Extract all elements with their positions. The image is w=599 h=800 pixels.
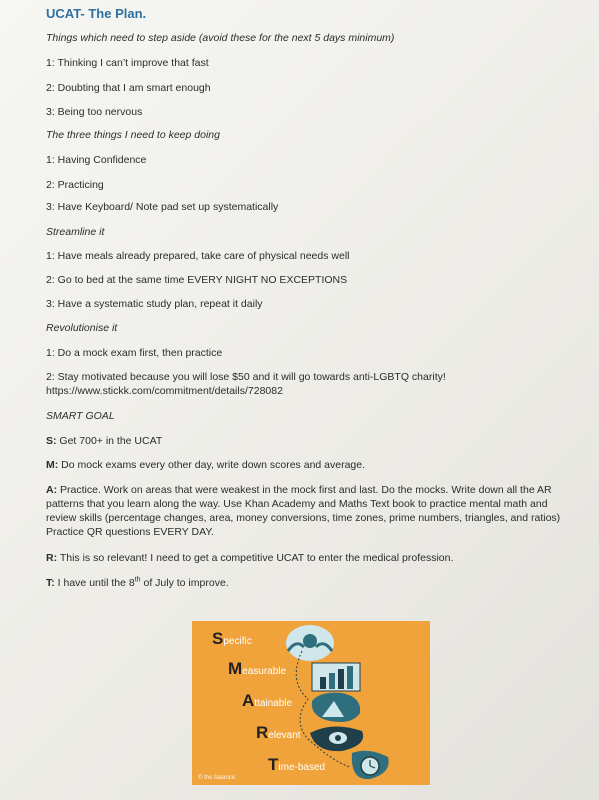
revolutionise-heading: Revolutionise it [46,322,118,334]
goal-text: I have until the 8 [54,577,135,589]
goal-text: This is so relevant! I need to get a competitive UCAT to enter the medical profession. [57,552,454,564]
step-aside-item: 1: Thinking I can’t improve that fast [46,57,209,69]
goal-letter: S: [46,435,57,447]
goal-text: of July to improve. [140,577,229,589]
streamline-item: 1: Have meals already prepared, take care of physical needs well [46,250,350,262]
smart-relevant [256,723,301,743]
smart-word-rest: easurable [242,666,287,677]
streamline-heading: Streamline it [46,226,105,238]
target-icon [303,634,317,648]
goal-attainable-line: Practice QR questions EVERY DAY. [46,526,214,538]
smart-word-rest: ime-based [278,762,326,773]
keep-doing-item: 2: Practicing [46,179,104,191]
goal-text: Do mock exams every other day, write down scores and average. [58,459,366,471]
smart-time-based [268,755,325,775]
smart-word-rest: elevant [268,730,301,741]
step-aside-heading: Things which need to step aside (avoid these for the next 5 days minimum) [46,32,395,44]
goal-attainable-line [46,483,552,497]
smart-letter: S [212,629,224,648]
goal-attainable-line: review skills (percentage changes, area, money conversions, time zones, prime numbers, triangles, and ratios) [46,512,561,524]
streamline-item: 3: Have a systematic study plan, repeat it daily [46,298,263,310]
smart-attainable [242,691,292,711]
keep-doing-heading: The three things I need to keep doing [46,129,220,141]
document-title: UCAT- The Plan. [46,6,147,21]
smart-letter: A [242,691,255,710]
keep-doing-item: 3: Have Keyboard/ Note pad set up systematically [46,201,279,213]
smart-word-rest: pecific [223,636,252,647]
goal-letter: T: [46,577,55,589]
smart-letter: M [228,659,243,678]
step-aside-item: 2: Doubting that I am smart enough [46,82,211,94]
revolutionise-item: 1: Do a mock exam first, then practice [46,347,223,359]
step-aside-item: 3: Being too nervous [46,106,143,118]
goal-letter: M: [46,459,59,471]
goal-text: Practice. Work on areas that were weakest in the mock first and last. Do the mocks. Write down all the AR [57,484,552,496]
goal-letter: A: [46,484,58,496]
goal-attainable-line: patterns that you learn along the way. Use Khan Academy and Maths Text book to practice mental math and [46,498,548,510]
smart-goal-heading: SMART GOAL [46,410,115,422]
smart-acronym-graphic [192,621,430,785]
goal-letter: R: [46,552,58,564]
streamline-item: 2: Go to bed at the same time EVERY NIGHT NO EXCEPTIONS [46,274,348,286]
goal-time-based [46,576,229,590]
smart-measurable [228,659,286,679]
goal-text: Get 700+ in the UCAT [56,435,163,447]
goal-specific [46,434,162,448]
keep-doing-item: 1: Having Confidence [46,154,147,166]
smart-word-rest: ttainable [254,698,293,709]
goal-measurable [46,458,365,472]
smart-letter: R [256,723,269,742]
commitment-link[interactable]: https://www.stickk.com/commitment/details/728082 [46,385,283,397]
goal-relevant [46,551,453,565]
smart-letter: T [268,755,279,774]
smart-specific [212,629,252,649]
smart-credit: © the balance [198,775,236,781]
revolutionise-item: 2: Stay motivated because you will lose $50 and it will go towards anti-LGBTQ charity! [46,371,446,383]
ordinal-suffix: th [134,576,141,584]
